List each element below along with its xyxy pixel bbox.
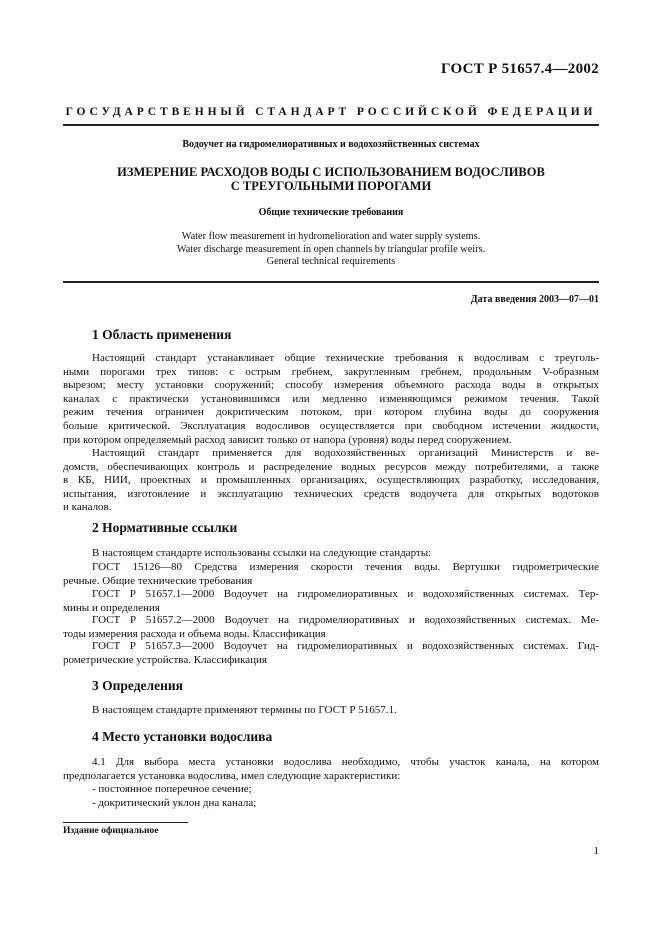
text-line: при котором определяемый расход зависит только от напора (уровня) воды перед сооружением. — [63, 433, 512, 446]
list-item: - докритический уклон дна канала; — [92, 796, 257, 809]
text-line: речные. Общие технические требования — [63, 574, 253, 587]
introduction-date: Дата введения 2003—07—01 — [470, 294, 599, 305]
text-line: и каналов. — [63, 501, 112, 514]
state-standard-title: ГОСУДАРСТВЕННЫЙ СТАНДАРТ РОССИЙСКОЙ ФЕДЕРАЦИИ — [65, 106, 597, 118]
text-line: В настоящем стандарте использованы ссылки на следующие стандарты: — [92, 547, 432, 559]
title-rule — [63, 281, 599, 283]
reference-item — [63, 640, 599, 667]
document-subtitle: Водоучет на гидромелиоративных и водохозяйственных системах — [182, 139, 480, 150]
text-line: тоды измерения расхода и объема воды. Классификация — [63, 627, 326, 640]
text-line: ГОСТ Р 51657.1—2000 Водоучет на гидромелиоративных и водохозяйственных системах. Тер- — [92, 588, 599, 600]
standard-code: ГОСТ Р 51657.4—2002 — [441, 61, 599, 77]
text-line: Настоящий стандарт устанавливает общие технические требования к водосливам с треуголь- — [92, 352, 599, 364]
list-item: - постоянное поперечное сечение; — [92, 783, 252, 795]
section-4-list — [63, 783, 599, 810]
text-line: ГОСТ 15126—80 Средства измерения скорости течения воды. Вертушки гидрометрические — [92, 561, 599, 573]
reference-item — [63, 588, 599, 615]
english-title-line: General technical requirements — [266, 256, 396, 267]
text-line: мины и определения — [63, 601, 160, 614]
text-line: домств, обеспечивающих контроль и распределение водных ресурсов между потребителями, а также — [63, 460, 599, 473]
text-line: В настоящем стандарте применяют термины по ГОСТ Р 51657.1. — [92, 704, 397, 716]
text-line: больше критической. Эксплуатация водосливов осуществляется при свободном истечении жидкости, — [63, 419, 599, 432]
document-general-subtitle: Общие технические требования — [258, 207, 404, 218]
text-line: испытания, изготовление и эксплуатацию технических средств водоучета для открытых водотоков — [63, 487, 599, 500]
text-line: Настоящий стандарт применяется для водохозяйственных организаций Министерств и ве- — [92, 447, 599, 459]
text-line: режим течения ограничен докритическим потоком, при котором глубина воды до сооружения — [63, 406, 599, 419]
english-title-line: Water flow measurement in hydromelioration and water supply systems. — [181, 231, 481, 242]
text-line: предполагается установка водослива, имел следующие характеристики: — [63, 769, 401, 782]
section-4-paragraph-1 — [63, 756, 599, 783]
title-line: С ТРЕУГОЛЬНЫМИ ПОРОГАМИ — [230, 179, 432, 193]
text-line: рометрические устройства. Классификация — [63, 653, 267, 666]
section-2-intro — [63, 547, 599, 561]
reference-item — [63, 561, 599, 588]
section-1-heading: 1 Область применения — [92, 327, 232, 342]
text-line: ГОСТ Р 51657.2—2000 Водоучет на гидромелиоративных и водохозяйственных системах. Ме- — [92, 614, 599, 626]
text-line: 4.1 Для выбора места установки водослива необходимо, чтобы участок канала, на котором — [92, 756, 599, 768]
english-title — [63, 231, 599, 269]
section-3-heading: 3 Определения — [92, 678, 183, 693]
text-line: ГОСТ Р 51657.3—2000 Водоучет на гидромелиоративных и водохозяйственных системах. Гид- — [92, 640, 599, 652]
footer-rule — [63, 822, 188, 823]
section-2-heading: 2 Нормативные ссылки — [92, 520, 238, 535]
text-line: ными порогами трех типов: с острым гребнем, закругленным гребнем, продольным V-образным — [63, 365, 599, 378]
reference-item — [63, 614, 599, 641]
header-rule — [63, 124, 599, 126]
section-4-heading: 4 Место установки водослива — [92, 729, 273, 744]
text-line: в КБ, НИИ, проектных и промышленных организациях, осуществляющих разработку, исследования, — [63, 474, 599, 487]
text-line: каналах с практически установившимся или медленно изменяющимся режимом течения. Такой — [63, 392, 599, 405]
english-title-line: Water discharge measurement in open channels by triangular profile weirs. — [176, 243, 486, 255]
title-line: ИЗМЕРЕНИЕ РАСХОДОВ ВОДЫ С ИСПОЛЬЗОВАНИЕМ ВОДОСЛИВОВ — [117, 165, 545, 179]
document-title — [63, 165, 599, 193]
section-1-paragraph-1 — [63, 352, 599, 447]
section-3-text — [63, 704, 599, 718]
official-edition-label: Издание официальное — [63, 826, 159, 836]
text-line: вырезом; месту установки сооружений; способу измерения объемного расхода воды в открытых — [63, 379, 599, 392]
section-1-paragraph-2 — [63, 447, 599, 515]
page-number: 1 — [593, 845, 599, 857]
